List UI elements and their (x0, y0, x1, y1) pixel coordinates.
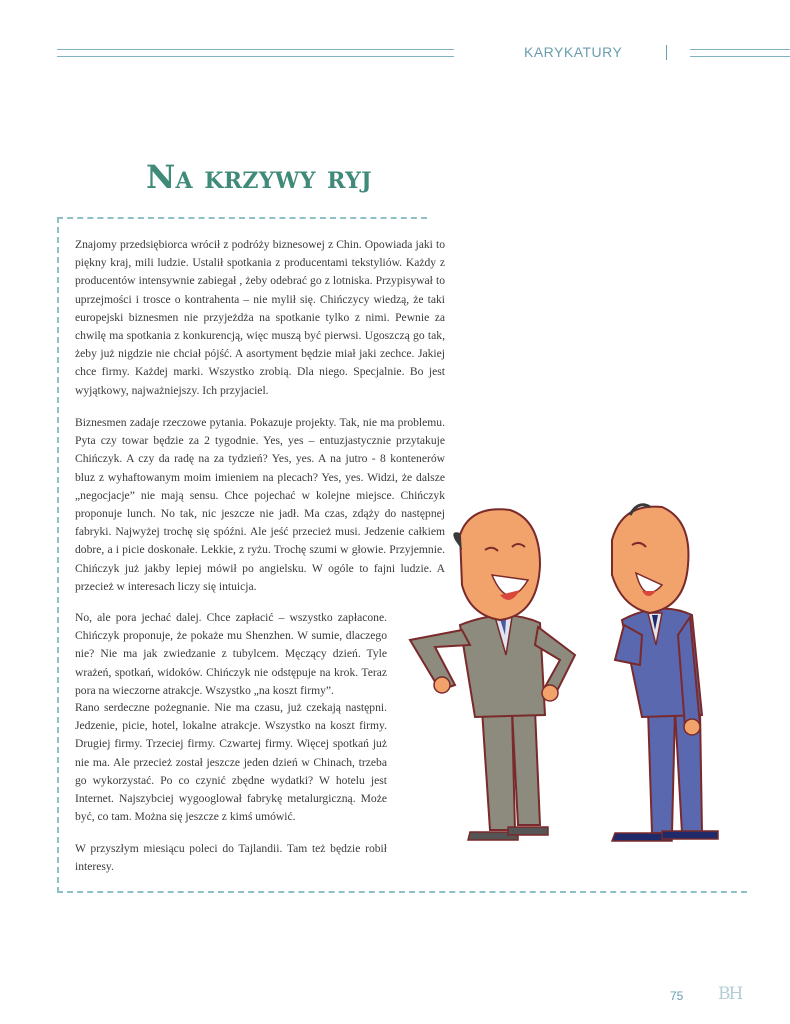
section-label: KARYKATURY (524, 44, 623, 60)
frame-dash-bottom (57, 891, 747, 893)
article-title: Na krzywy ryj (146, 158, 372, 196)
header-divider (666, 45, 667, 60)
businessman-left (410, 509, 575, 840)
paragraph-4: Rano serdeczne pożegnanie. Nie ma czasu, już czekają następni. Jedzenie, picie, hotel, lokalne atrakcje. Wszystko na koszt firmy. Drugiej firmy. Trzeciej firmy. Czwartej firmy. Więcej spotkań już nie ma. Ale przecież został jeszcze jeden dzień w Chinach, trzeba go wykorzystać. Po co czynić zbędne wydatki? W hotelu jest Internet. Najszybciej wygooglował fabrykę metalurgiczną. Może być, co tam. Można się jeszcze z kimś umówić. (75, 701, 387, 824)
header-rule-left (57, 49, 454, 57)
caricature-illustration (400, 495, 745, 845)
paragraph-5: W przyszłym miesiącu poleci do Tajlandii. Tam też będzie robił interesy. (75, 842, 387, 874)
paragraph-1: Znajomy przedsiębiorca wrócił z podróży biznesowej z Chin. Opowiada jaki to piękny kraj, mili ludzie. Ustalił spotkania z producentami tekstyliów. Każdy z producentów intensywnie zabiegał , żeby odebrać go z lotniska. Przypisywał to uprzejmości i trosce o kontrahenta – nie mylił się. Chińczycy wiedzą, że taki europejski biznesmen nie przyjeżdża na spotkanie tylko z nimi. Pewnie za chwilę ma spotkania z konkurencją, więc muszą być pierwsi. Ugoszczą go tak, żeby już nigdzie nie chciał pójść. A asortyment będzie miał jaki zechce. Jakiej chce firmy. Każdej marki. Wszystko zrobią. Dla niego. Specjalnie. Bo jest wyjątkowy, najważniejszy. Ich przyjaciel. (75, 238, 445, 397)
businessman-right (612, 505, 718, 841)
frame-dash-left (57, 217, 59, 893)
header-rule-right (690, 49, 790, 57)
frame-dash-top (57, 217, 427, 219)
magazine-logo: BH (718, 984, 742, 1004)
paragraph-3: No, ale pora jechać dalej. Chce zapłacić – wszystko zapłacone. Chińczyk proponuje, że pokaże mu Shenzhen. W sumie, dlaczego nie? Nie ma jak zwiedzanie z tubylcem. Męczący dzień. Tyle wrażeń, spotkań, widoków. Chińczyk nie odstępuje na krok. Teraz pora na wieczorne atrakcje. Wszystko „na koszt firmy”. (75, 611, 387, 697)
paragraph-2: Biznesmen zadaje rzeczowe pytania. Pokazuje projekty. Tak, nie ma problemu. Pyta czy towar będzie za 2 tygodnie. Yes, yes – entuzjastycznie przytakuje Chińczyk. A czy da radę na za tydzień? Yes, yes. A na jutro - 8 kontenerów bluz z wyhaftowanym moim imieniem na plecach? Yes, yes. Widzi, że dalsze „negocjacje” nie mają sensu. Chce pojechać w kolejne miejsce. Chińczyk proponuje lunch. No tak, nic jeszcze nie jadł. Ma czas, zdąży do następnej fabryki. Najwyżej trochę się spóźni. Ale jeść przecież musi. Jedzenie całkiem dobre, a i picie doskonałe. Lekkie, z ryżu. Trochę szumi w głowie. Przyjemnie. Chińczyk już jakby lepiej mówił po angielsku. W ogóle to fajni ludzie. A przecież w interesach liczy się intuicja. (75, 416, 445, 593)
page-number: 75 (670, 989, 684, 1003)
